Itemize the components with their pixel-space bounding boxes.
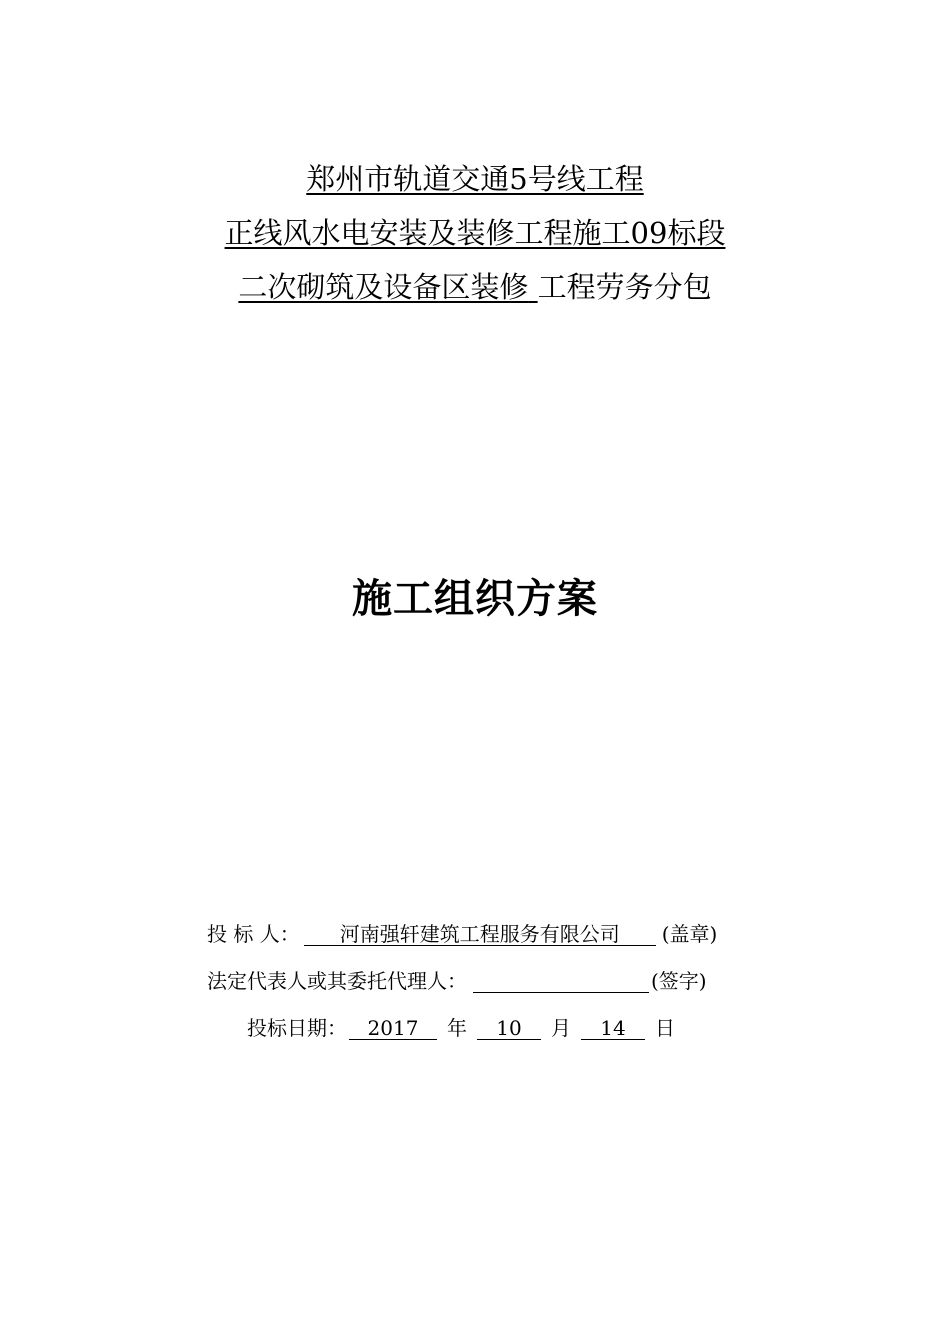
project-title-line-2-text: 正线风水电安装及装修工程施工09标段 bbox=[224, 216, 726, 250]
bidder-value: 河南强轩建筑工程服务有限公司 bbox=[304, 923, 656, 946]
representative-line bbox=[207, 969, 707, 993]
bid-date-day-unit: 日 bbox=[655, 1016, 675, 1040]
bid-date-line bbox=[247, 1016, 675, 1040]
bidder-line bbox=[207, 922, 717, 946]
project-title-line-3 bbox=[0, 272, 950, 302]
bid-date-year-unit: 年 bbox=[447, 1016, 467, 1040]
representative-sign-note: (签字) bbox=[651, 969, 707, 993]
project-title-line-1 bbox=[0, 164, 950, 194]
project-title-line-3-underlined: 二次砌筑及设备区装修 bbox=[238, 270, 529, 304]
project-title-line-2 bbox=[0, 218, 950, 248]
bid-date-month-unit: 月 bbox=[551, 1016, 571, 1040]
bidder-label: 投 标 人： bbox=[207, 922, 300, 946]
bid-date-year: 2017 bbox=[349, 1017, 437, 1040]
representative-label: 法定代表人或其委托代理人： bbox=[207, 969, 467, 993]
bid-date-month: 10 bbox=[477, 1017, 541, 1040]
bid-date-day: 14 bbox=[581, 1017, 645, 1040]
bid-date-label: 投标日期： bbox=[247, 1016, 347, 1040]
project-title-line-1-text: 郑州市轨道交通5号线工程 bbox=[306, 162, 644, 196]
document-title: 施工组织方案 bbox=[352, 575, 598, 622]
project-title-line-3-rest: 工程劳务分包 bbox=[537, 270, 712, 304]
project-title-block bbox=[0, 164, 950, 326]
representative-signature-blank bbox=[473, 970, 649, 993]
project-title-line-3-gap bbox=[528, 270, 537, 304]
bidder-seal-note: (盖章) bbox=[661, 922, 718, 946]
